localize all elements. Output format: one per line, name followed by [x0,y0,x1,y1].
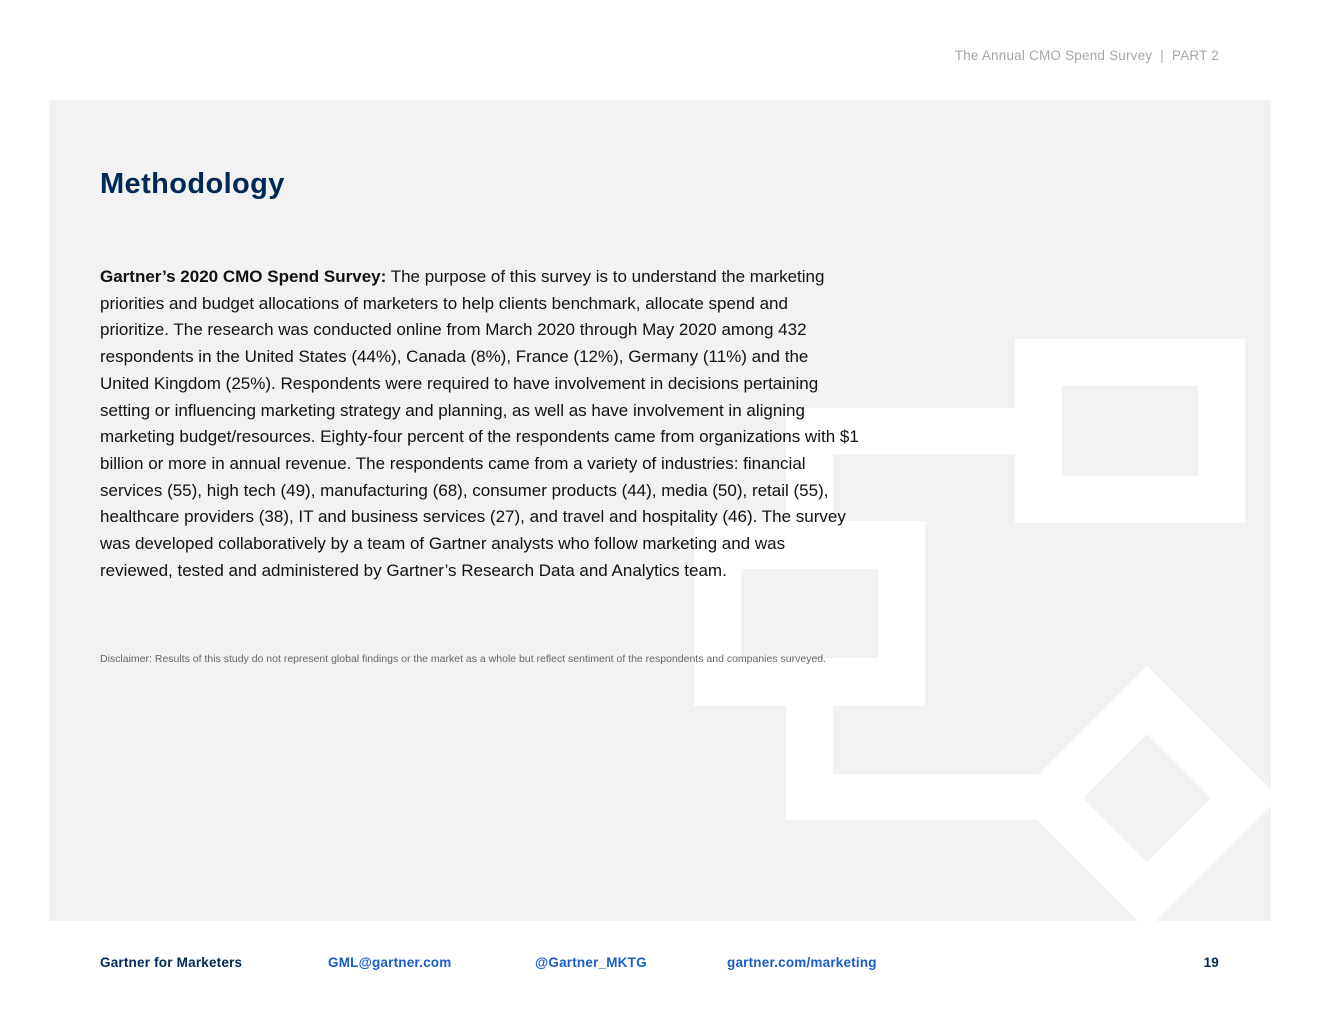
footer-email-link[interactable]: GML@gartner.com [328,955,452,970]
methodology-body: The purpose of this survey is to understand the marketing priorities and budget allocations of marketers to help clients benchmark, allocate spend and prioritize. The research was conducted online from March 2020 through May 2020 among 432 respondents in the United States (44%), Canada (8%), France (12%), Germany (11%) and the United Kingdom (25%). Respondents were required to have involvement in decisions pertaining setting or influencing marketing strategy and planning, as well as have involvement in aligning marketing budget/resources. Eighty-four percent of the respondents came from organizations with $1 billion or more in annual revenue. The respondents came from a variety of industries: financial services (55), high tech (49), manufacturing (68), consumer products (44), media (50), retail (55), healthcare providers (38), IT and business services (27), and travel and hospitality (46). The survey was developed collaboratively by a team of Gartner analysts who follow marketing and was reviewed, tested and administered by Gartner’s Research Data and Analytics team. [100,267,859,580]
footer-brand: Gartner for Marketers [100,955,243,970]
page-title: Methodology [100,168,285,200]
content-panel [49,100,1271,921]
footer-twitter-link[interactable]: @Gartner_MKTG [535,955,647,970]
footer [100,955,1219,975]
header-separator: | [1160,48,1165,63]
deco-square-inner [1062,386,1198,476]
footer-website-link[interactable]: gartner.com/marketing [727,955,877,970]
survey-name-bold: Gartner’s 2020 CMO Spend Survey: [100,267,387,286]
methodology-paragraph [100,264,860,584]
disclaimer-text: Disclaimer: Results of this study do not represent global findings or the market as a whole but reflect sentiment of the respondents and companies surveyed. [100,653,827,665]
running-header [955,48,1219,63]
report-title: The Annual CMO Spend Survey [954,48,1153,63]
page-number: 19 [1203,955,1219,970]
report-part: PART 2 [1172,48,1219,63]
